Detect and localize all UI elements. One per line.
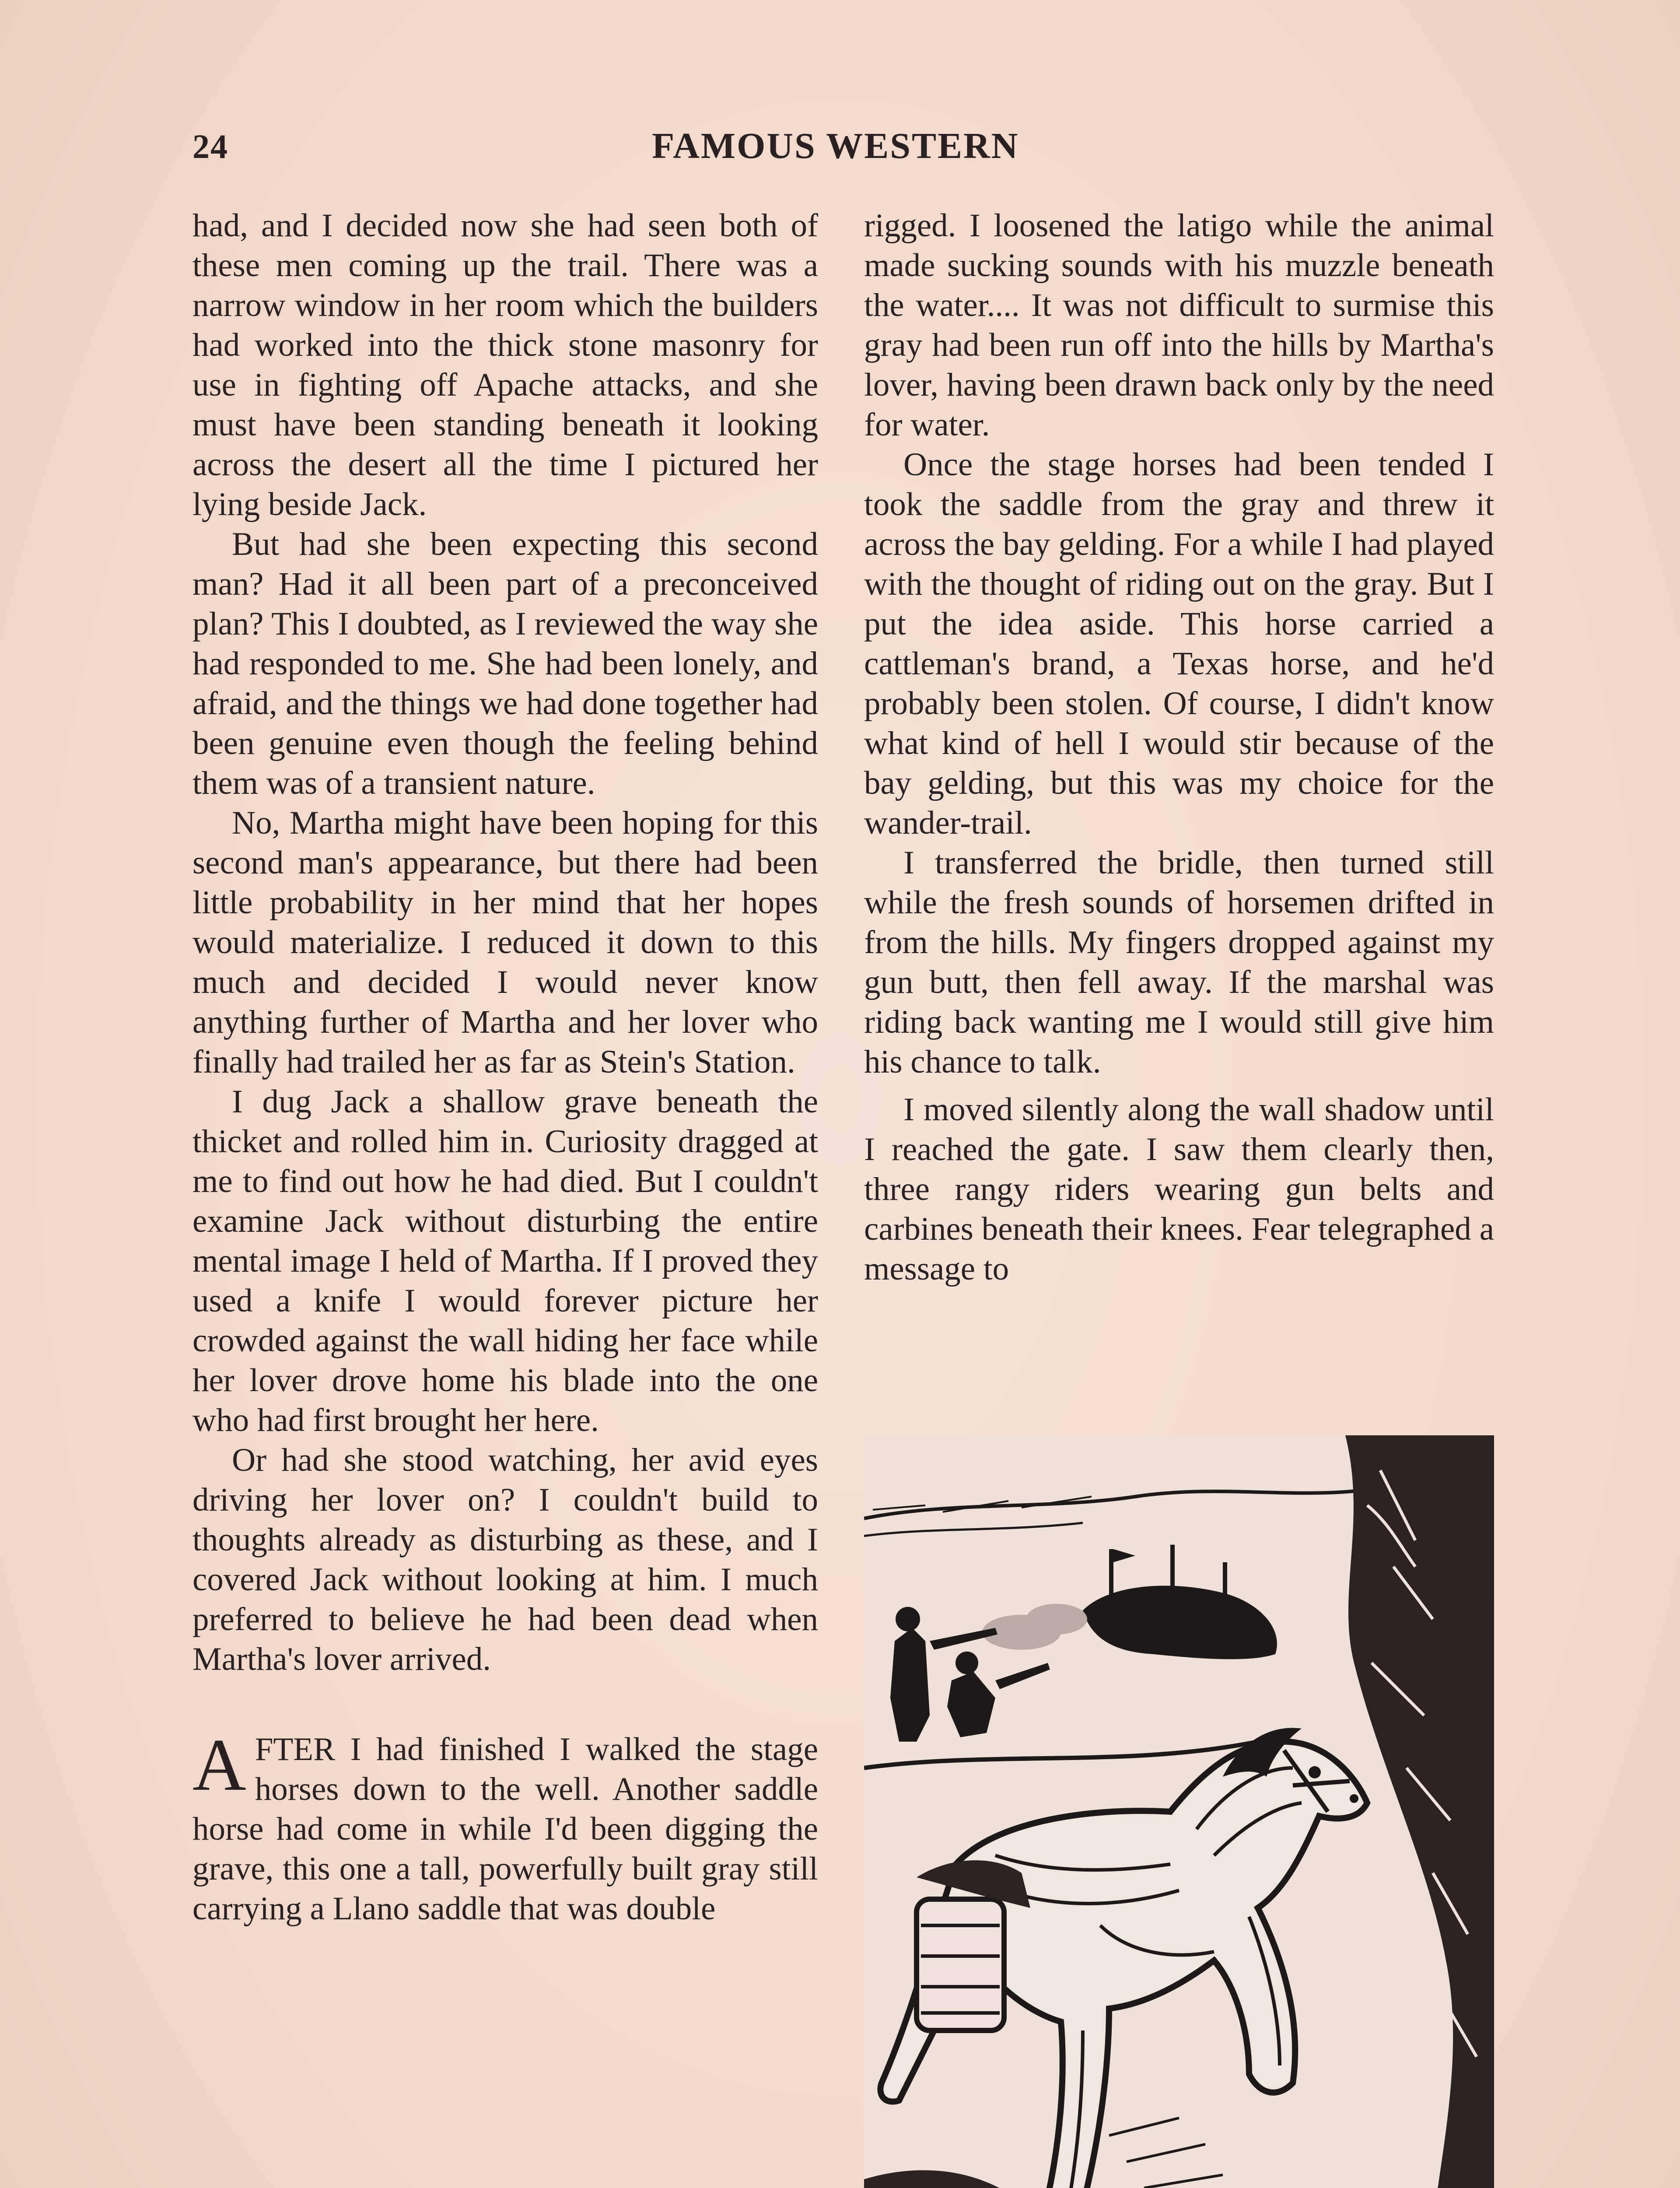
drop-cap: A [192, 1724, 246, 1806]
paragraph: No, Martha might have been hoping for this second man's appearance, but there had been little probability in her mind that her hopes would materialize. I reduced it down to this much and decided I would never know anything further of Martha and her lover who finally had trailed her as far as Stein's Station. [192, 805, 818, 1080]
paragraph: But had she been expecting this second man? Had it all been part of a preconceived plan? This I doubted, as I reviewed the way she had responded to me. She had been lonely, and afraid, and the things we had done together had been genuine even though the feeling behind them was of a transient nature. [192, 526, 818, 801]
section-opening-paragraph [192, 1724, 818, 1929]
paragraph: Once the stage horses had been tended I took the saddle from the gray and threw it across the bay gelding. For a while I had played with the thought of riding out on the gray. But I put the idea aside. This horse carried a cattleman's brand, a Texas horse, and he'd probably been stolen. Of course, I didn't know what kind of hell I would stir because of the bay gelding, but this was my choice for the wander-trail. [864, 446, 1494, 841]
paragraph: I transferred the bridle, then turned still while the fresh sounds of horsemen drifted in from the hills. My fingers dropped against my gun butt, then fell away. If the marshal was riding back wanting me I would still give him his chance to talk. [864, 845, 1494, 1080]
page-number: 24 [192, 127, 228, 165]
horse-illustration [864, 1435, 1494, 2188]
paragraph: I dug Jack a shallow grave beneath the thicket and rolled him in. Curiosity dragged at me to find out how he had died. But I couldn't examine Jack without disturbing the entire mental image I held of Martha. If I proved they used a knife I would forever picture her crowded against the wall hiding her face while her lover drove home his blade into the one who had first brought her here. [192, 1083, 818, 1438]
pen-and-ink-drawing [864, 1435, 1494, 2188]
paragraph: rigged. I loosened the latigo while the animal made sucking sounds with his muzzle beneath the water.... It was not difficult to surmise this gray had been run off into the hills by Martha's lover, having been drawn back only by the need for water. [864, 207, 1494, 443]
paragraph: had, and I decided now she had seen both of these men coming up the trail. There was a narrow window in her room which the builders had worked into the thick stone masonry for use in fighting off Apache attacks, and she must have been standing beneath it looking across the desert all the time I pictured her lying beside Jack. [192, 207, 818, 522]
paragraph: Or had she stood watching, her avid eyes driving her lover on? I couldn't build to thoughts already as disturbing as these, and I covered Jack without looking at him. I much preferred to believe he had been dead when Martha's lover arrived. [192, 1442, 818, 1677]
section-text: FTER I had finished I walked the stage horses down to the well. Another saddle horse had come in while I'd been digging the grave, this one a tall, powerfully built gray still carrying a Llano saddle that was double [192, 1731, 818, 1927]
running-title: FAMOUS WESTERN [652, 126, 1019, 166]
paragraph: I moved silently along the wall shadow until I reached the gate. I saw them clearly then, three rangy riders wearing gun belts and carbines beneath their knees. Fear telegraphed a message to [864, 1091, 1494, 1287]
left-text-column [192, 206, 818, 1929]
right-text-column [864, 206, 1494, 1289]
